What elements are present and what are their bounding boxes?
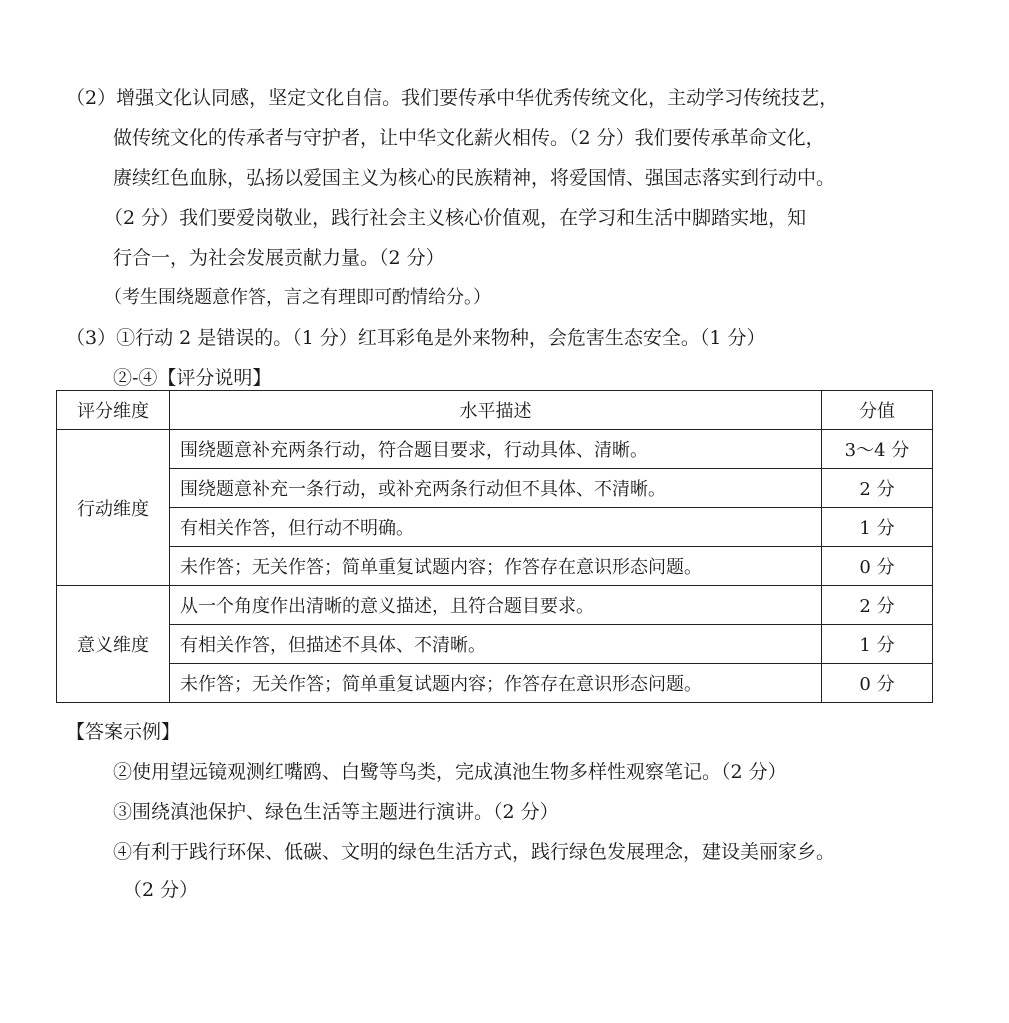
table-row: [57, 586, 933, 625]
row-score: 0 分: [822, 664, 933, 703]
answer-item: ④有利于践行环保、低碳、文明的绿色生活方式，践行绿色发展理念，建设美丽家乡。: [113, 841, 836, 863]
table-row: [57, 625, 933, 664]
row-score: 2 分: [822, 586, 933, 625]
part2-line-3: 赓续红色血脉，弘扬以爱国主义为核心的民族精神，将爱国情、强国志落实到行动中。: [113, 167, 836, 189]
table-header-row: [57, 391, 933, 430]
dimension-action: 行动维度: [57, 430, 170, 586]
row-description: 有相关作答，但行动不明确。: [170, 508, 822, 547]
row-score: 0 分: [822, 547, 933, 586]
row-description: 围绕题意补充一条行动，或补充两条行动但不具体、不清晰。: [170, 469, 822, 508]
part2-line-2: 做传统文化的传承者与守护者，让中华文化薪火相传。（2 分）我们要传承革命文化，: [113, 127, 825, 149]
part2-line-4: （2 分）我们要爱岗敬业，践行社会主义核心价值观，在学习和生活中脚踏实地，知: [104, 207, 807, 229]
header-score: 分值: [822, 391, 933, 430]
row-description: 从一个角度作出清晰的意义描述，且符合题目要求。: [170, 586, 822, 625]
answer-item: ③围绕滇池保护、绿色生活等主题进行演讲。（2 分）: [113, 801, 559, 823]
row-score: 3～4 分: [822, 430, 933, 469]
table-row: [57, 469, 933, 508]
answer-item: ②使用望远镜观测红嘴鸥、白鹭等鸟类，完成滇池生物多样性观察笔记。（2 分）: [113, 761, 787, 783]
row-description: 有相关作答，但描述不具体、不清晰。: [170, 625, 822, 664]
row-description: 未作答；无关作答；简单重复试题内容；作答存在意识形态问题。: [170, 547, 822, 586]
table-row: [57, 664, 933, 703]
table-row: [57, 508, 933, 547]
table-row: [57, 430, 933, 469]
header-description: 水平描述: [170, 391, 822, 430]
row-score: 2 分: [822, 469, 933, 508]
grading-note: （考生围绕题意作答，言之有理即可酌情给分。）: [104, 287, 491, 308]
dimension-meaning: 意义维度: [57, 586, 170, 703]
answer-example-heading: 【答案示例】: [66, 721, 181, 743]
answer-item: （2 分）: [123, 879, 199, 901]
table-bottom-cut: [50, 711, 950, 721]
table-row: [57, 547, 933, 586]
part2-line-1: （2）增强文化认同感，坚定文化自信。我们要传承中华优秀传统文化，主动学习传统技艺，: [66, 87, 839, 109]
header-dimension: 评分维度: [57, 391, 170, 430]
scoring-heading: ②-④【评分说明】: [113, 367, 272, 389]
row-score: 1 分: [822, 625, 933, 664]
row-description: 未作答；无关作答；简单重复试题内容；作答存在意识形态问题。: [170, 664, 822, 703]
row-description: 围绕题意补充两条行动，符合题目要求，行动具体、清晰。: [170, 430, 822, 469]
row-score: 1 分: [822, 508, 933, 547]
scoring-table: [56, 390, 933, 703]
part3-answer-1: （3）①行动 2 是错误的。（1 分）红耳彩龟是外来物种，会危害生态安全。（1 分）: [66, 327, 766, 349]
part2-line-5: 行合一，为社会发展贡献力量。（2 分）: [113, 247, 445, 269]
